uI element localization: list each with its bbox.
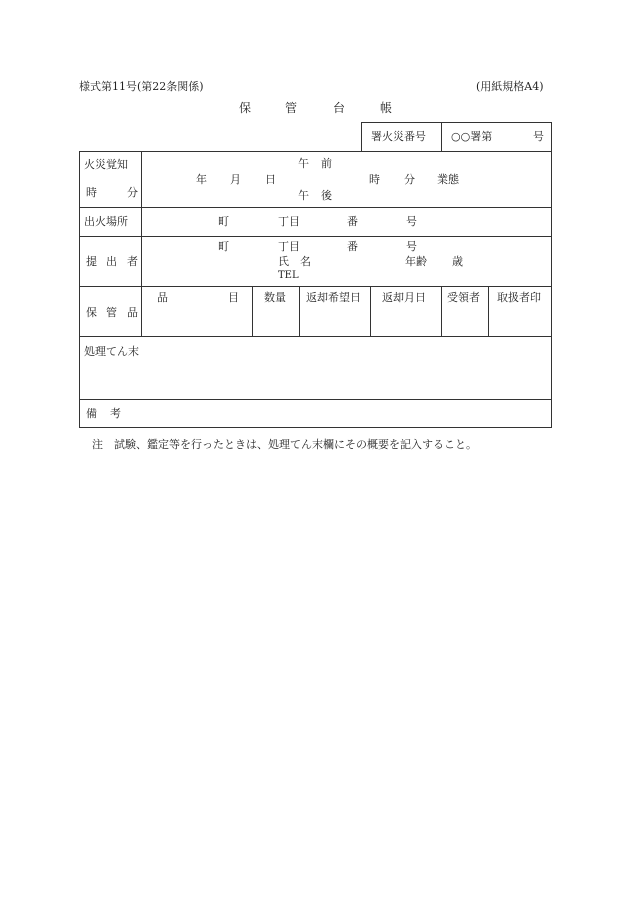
column-header-quantity: 数量 [264, 291, 286, 304]
title-char: 管 [285, 101, 298, 115]
go-label: 号 [406, 240, 417, 253]
ban-label: 番 [347, 240, 358, 253]
tel-label: TEL [278, 270, 299, 281]
column-divider [252, 286, 253, 336]
pm-char: 午 [298, 189, 309, 202]
submitter-label-char: 出 [106, 255, 117, 268]
age-unit: 歳 [452, 255, 463, 268]
age-label: 年齢 [405, 255, 427, 268]
column-divider [370, 286, 371, 336]
label-column-divider [141, 151, 142, 337]
pm-char: 後 [321, 189, 332, 202]
am-char: 午 [298, 157, 309, 170]
fire-number-prefix: ○○署第 [451, 130, 493, 143]
business-label: 業態 [437, 173, 459, 186]
storage-label-char: 品 [127, 306, 138, 319]
column-header-item-char: 目 [228, 291, 239, 304]
form-number: 様式第11号(第22条関係) [79, 80, 204, 93]
fire-number-suffix: 号 [533, 130, 544, 143]
fire-number-label: 署火災番号 [371, 130, 426, 143]
storage-label-char: 管 [106, 306, 117, 319]
note-mark: 注 [92, 438, 103, 451]
disposal-label: 処理てん末 [84, 345, 139, 358]
remarks-label-char: 備 [86, 407, 97, 420]
title-char: 保 [239, 101, 252, 115]
fire-detected-label: 火災覚知 [84, 158, 128, 171]
column-header-handler-seal: 取扱者印 [497, 291, 541, 304]
remarks-label-char: 考 [110, 407, 121, 420]
column-divider [488, 286, 489, 336]
note-text: 試験、鑑定等を行ったときは、処理てん末欄にその概要を記入すること。 [114, 438, 477, 451]
column-divider [441, 286, 442, 336]
column-header-return-request: 返却希望日 [306, 291, 361, 304]
chome-label: 丁目 [278, 215, 300, 228]
year-label: 年 [196, 173, 207, 186]
paper-size-note: (用紙規格A4) [476, 80, 544, 93]
title-char: 帳 [380, 101, 393, 115]
row-divider [79, 207, 552, 208]
row-divider [79, 336, 552, 337]
fire-detected-minute-label: 分 [127, 186, 138, 199]
submitter-label-char: 提 [86, 255, 97, 268]
title-char: 台 [333, 101, 346, 115]
go-label: 号 [406, 215, 417, 228]
fire-detected-hour-label: 時 [86, 186, 97, 199]
day-label: 日 [265, 173, 276, 186]
storage-label-char: 保 [86, 306, 97, 319]
hour-label: 時 [369, 173, 380, 186]
month-label: 月 [230, 173, 241, 186]
row-divider [79, 399, 552, 400]
am-char: 前 [321, 157, 332, 170]
chome-label: 丁目 [278, 240, 300, 253]
column-header-item-char: 品 [157, 291, 168, 304]
ban-label: 番 [347, 215, 358, 228]
minute-label: 分 [404, 173, 415, 186]
row-divider [79, 236, 552, 237]
town-label: 町 [218, 215, 229, 228]
name-label-char: 氏 [278, 255, 289, 268]
fire-location-label: 出火場所 [84, 215, 128, 228]
submitter-label-char: 者 [127, 255, 138, 268]
row-divider [79, 286, 552, 287]
column-header-receiver: 受領者 [447, 291, 480, 304]
column-divider [299, 286, 300, 336]
town-label: 町 [218, 240, 229, 253]
divider [441, 122, 442, 152]
name-label-char: 名 [300, 255, 311, 268]
column-header-return-date: 返却月日 [382, 291, 426, 304]
ledger-table [79, 151, 552, 428]
